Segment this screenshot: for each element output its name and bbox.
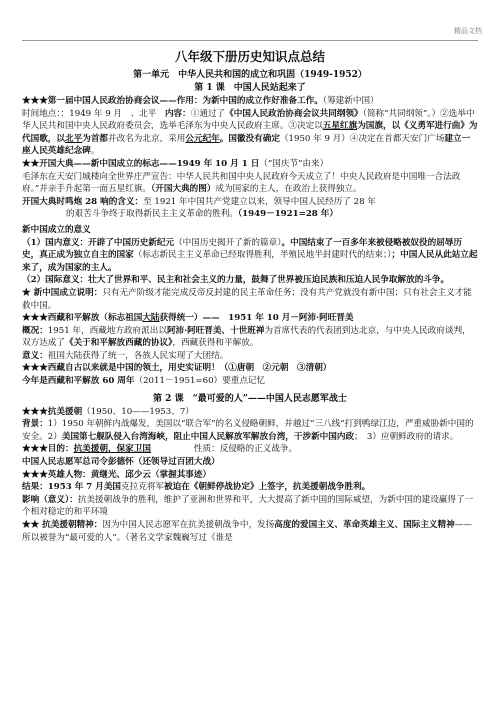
paragraph-anniversary [22, 375, 478, 388]
cppcc-heading: ★★★第一届中国人民政治协商会议——作用：为新中国的成立作好准备工作。 [22, 96, 323, 106]
nature: 反侵略的正义战争。 [219, 444, 298, 455]
cppcc-note: （筹建新中国） [322, 96, 379, 106]
paragraph-korea-war [22, 406, 478, 419]
text: ，西藏获得和平解放。 [172, 338, 259, 349]
paragraph-cppcc [22, 95, 478, 108]
paragraph-international: （2）国际意义：壮大了世界和平、民主和社会主义的力量，鼓舞了世界被压迫民族和压迫人民争取解放的斗争。 [22, 275, 450, 286]
lesson-2-heading: 第 2 课 “最可爱的人”——中国人民志愿军战士 [153, 393, 347, 404]
text: 祖国大陆获得了统一，各族人民实现了大团结。 [47, 350, 229, 361]
text: （中国历史揭开了新的篇章） [174, 237, 282, 248]
paragraph-background [22, 418, 478, 443]
background-label: 背景： [22, 419, 48, 430]
text: 至 1921 年中国共产党建立以来，领导中国人民经历了 28 年 [143, 196, 376, 207]
text: ；中国人民从此站立起来了，成为国家的主人。 [22, 250, 478, 273]
text: 1）1950 年朝鲜内战爆发，美国以“联合军”的名义侵略朝鲜，并越过“三八线”打到鸭绿江边，严重威胁新中国的安全。2） [22, 419, 474, 442]
text: 。 [90, 146, 100, 157]
paragraph-result [22, 481, 478, 494]
paragraph-heroes: ★★★英雄人物：黄继光、邱少云（掌握其事迹） [22, 469, 212, 480]
five-star-flag: 五星红旗 [322, 121, 358, 132]
emblem: 。国徽没有确定 [219, 133, 280, 144]
paragraph-domestic [22, 237, 478, 275]
text: 抗美援朝战争的胜利，维护了亚洲和世界和平，大大提高了新中国的国际威望，为新中国的建设赢得了一个相对稳定的和平环境 [22, 494, 474, 518]
paragraph-purpose [22, 443, 478, 456]
result-label: 结果：1953 年 7 月美国 [22, 482, 122, 493]
monument: 建立一座人民英雄纪念碑 [22, 133, 471, 157]
text: 高度的爱国主义、革命英雄主义、国际主义精神 [274, 520, 455, 530]
meaning-label: 意义： [22, 350, 48, 361]
text: （1950 年 9 月）④决定在首都天安门广场 [279, 133, 445, 144]
paragraph-tibet-overview [22, 325, 478, 350]
document-body [22, 48, 478, 544]
salute-heading: 开国大典时鸣炮 28 响的含义： [22, 196, 144, 207]
text: 的艰苦斗争终于取得新民主主义革命的胜利。 [66, 209, 238, 220]
capital: 首都 [90, 133, 109, 144]
lesson-1-heading: 第 1 课 中国人民站起来了 [194, 83, 306, 93]
purpose: 抗美援朝，保家卫国 [73, 444, 151, 455]
calendar: 公元纪年 [185, 133, 220, 144]
spirit-label: ★★ 抗美援朝精神： [22, 520, 103, 530]
overview-label: 概况： [22, 325, 48, 336]
text: （简称“共同纲领”。）②选举中华人民共和国中央人民政府委员会，选举毛泽东为中央人民政府主席。③决定以 [22, 108, 475, 132]
agreement: 《关于和平解放西藏的协议》 [64, 338, 173, 349]
beiping: 北平 [65, 133, 83, 144]
unit-heading: 第一单元 中华人民共和国的成立和巩固（1949-1952） [133, 70, 367, 80]
paragraph-tibet-history: ★★★西藏自古以来就是中国的领土，用史实证明！（①唐朝 ②元朝 ③清朝） [22, 363, 332, 374]
paragraph-spirit [22, 519, 478, 544]
paragraph-salute-cont [22, 208, 478, 221]
text: ——所以被誉为“最可爱的人”。（著名文学家魏巍写过《谁是 [22, 520, 472, 543]
founding-heading: ★★开国大典——新中国成立的标志——1949 年 10 月 1 日 [22, 158, 260, 169]
text: 获得统一）—— 1951 年 10 月－阿沛·阿旺晋美 [159, 313, 354, 324]
korea-heading: ★★★抗美援朝 [22, 406, 83, 417]
text: 为 [82, 133, 91, 144]
text: 只有无产阶级才能完成反帝反封建的民主革命任务；没有共产党就没有新中国；只有社会主义才能救中国。 [22, 287, 472, 311]
tibet-heading: ★★★西藏和平解放（标志祖国 [22, 313, 143, 324]
paragraph-impact [22, 494, 478, 519]
paragraph-proclamation [22, 171, 478, 196]
text: 。中国结束了一百多年来被侵略被奴役的屈辱历史，真正成为独立自主的国家 [22, 237, 462, 261]
text: 阿沛·阿旺晋美、十世班禅 [166, 325, 265, 336]
text: 为国旗，以 [357, 121, 401, 132]
text: 1951 年，西藏地方政府派出以 [47, 325, 167, 336]
impact-label: 影响（意义）： [22, 494, 78, 505]
national-day-note: （“国庆节”由来） [259, 158, 329, 169]
text: 被迫在《朝鲜停战协定》上签字，抗美援朝战争胜利。 [164, 482, 371, 493]
paragraph-founding [22, 158, 478, 171]
text: 美国第七舰队侵入台湾海峡，阻止中国人民解放军解放台湾，干涉新中国内政 [61, 431, 355, 442]
text: 因为中国人民志愿军在抗美援朝战争中，发扬 [102, 520, 275, 530]
paragraph-tibet-meaning [22, 350, 478, 363]
text: ，以 [47, 133, 65, 144]
text: 为首席代表的代表团到达北京，与中央人民政府谈判，双方达成了 [22, 325, 471, 349]
paragraph-salute [22, 196, 478, 209]
header-rule [22, 40, 478, 41]
paragraph-commander: 中国人民志愿军总司令彭德怀（还领导过百团大战） [22, 457, 220, 468]
anniversary: 今年是西藏和平解放 60 周年 [22, 376, 135, 387]
paragraph-explain [22, 287, 478, 312]
paragraph-cppcc-content [22, 108, 478, 158]
explain-label: ★ 新中国成立说明： [22, 287, 103, 298]
proclamation: 毛泽东在天安门城楼向全世界庄严宣告：中华人民共和国中央人民政府今天成立了！中央人民政府是中国唯一合法政府。”并亲手升起第一面五星红旗。 [22, 171, 461, 195]
page-title: 八年级下册历史知识点总结 [174, 49, 325, 64]
salute-calc: （1949－1921=28 年） [237, 209, 338, 220]
paragraph-tibet [22, 312, 478, 325]
text: 并改名为北京，采用 [108, 133, 186, 144]
text: 克拉克将军 [121, 482, 165, 493]
anthem: 《义勇军进行曲》为代国歌 [22, 121, 478, 144]
text: （2011－1951=60）要重点记忆 [134, 376, 266, 387]
time-place: 时间地点：：1949 年 9 月 、北平 [22, 108, 165, 119]
text: ①通过了 [190, 108, 226, 119]
domestic-label: （1）国内意义：开辟了中国历史新纪元 [22, 237, 175, 248]
content-label: 内容： [164, 108, 191, 119]
text: （标志新民主主义革命已经取得胜利，半殖民地半封建时代的结束；） [133, 250, 392, 261]
watermark: 精品文档 [454, 27, 482, 35]
text: ； 3）应朝鲜政府的请求。 [354, 431, 459, 442]
text: 成为国家的主人，在政治上获得独立。 [215, 184, 362, 195]
common-program: 《中国人民政治协商会议共同纲领》 [225, 108, 363, 119]
purpose-label: ★★★目的： [22, 444, 74, 455]
significance-heading: 新中国成立的意义 [22, 224, 91, 235]
nature-label: 性质： [150, 444, 220, 455]
mainland: 大陆 [142, 313, 160, 324]
dates: （1950、10——1953、7） [82, 406, 194, 417]
ceremony-picture-note: （开国大典的图） [151, 184, 216, 195]
